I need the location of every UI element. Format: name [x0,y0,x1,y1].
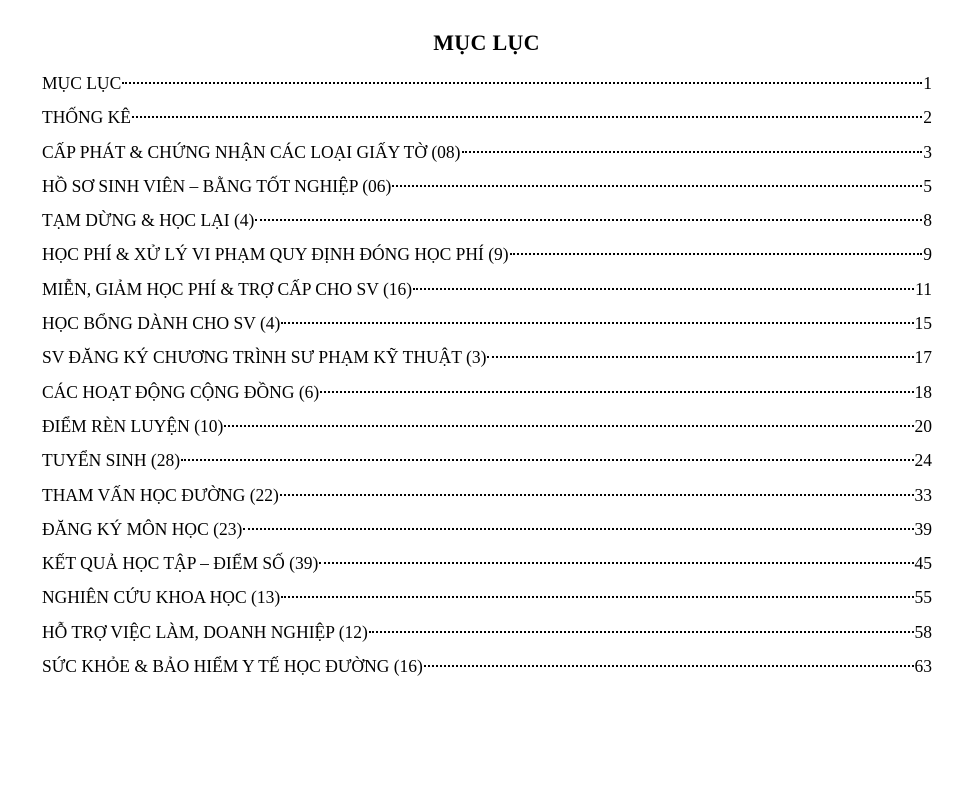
toc-entry-page: 18 [914,381,932,402]
toc-entry-label: TẠM DỪNG & HỌC LẠI (4) [42,210,255,231]
toc-dot-leader [462,151,923,153]
toc-entry-label: HỒ SƠ SINH VIÊN – BẰNG TỐT NGHIỆP (06) [42,175,392,196]
toc-entry[interactable] [42,66,932,100]
toc-entry[interactable] [42,375,932,409]
toc-entry[interactable] [42,203,932,237]
toc-entry-label: MỤC LỤC [42,73,122,93]
toc-dot-leader [369,631,914,633]
toc-entry-label: KẾT QUẢ HỌC TẬP – ĐIỂM SỐ (39) [42,553,319,574]
toc-dot-leader [281,596,913,598]
toc-entry-label: SỨC KHỎE & BẢO HIỂM Y TẾ HỌC ĐƯỜNG (16) [42,656,423,677]
toc-dot-leader [132,116,922,118]
toc-entry-label: HỌC PHÍ & XỬ LÝ VI PHẠM QUY ĐỊNH ĐÓNG HỌC PHÍ (9) [42,244,509,265]
toc-entry-page: 45 [914,553,932,574]
toc-entry[interactable] [42,340,932,374]
toc-entry-page: 58 [914,621,932,642]
toc-entry-page: 17 [914,347,932,368]
toc-entry-label: THỐNG KÊ [42,107,131,128]
toc-entry-label: CÁC HOẠT ĐỘNG CỘNG ĐỒNG (6) [42,381,320,402]
toc-entry-page: 33 [914,484,932,505]
toc-dot-leader [122,82,922,84]
toc-dot-leader [224,425,913,427]
toc-dot-leader [243,528,913,530]
toc-entry-page: 20 [914,415,932,436]
toc-dot-leader [392,185,922,187]
toc-entry-page: 1 [923,73,932,93]
toc-entry-label: ĐĂNG KÝ MÔN HỌC (23) [42,518,243,539]
toc-dot-leader [510,253,923,255]
toc-entry-label: MIỄN, GIẢM HỌC PHÍ & TRỢ CẤP CHO SV (16) [42,278,413,299]
toc-entry[interactable] [42,649,932,683]
toc-dot-leader [487,356,913,358]
toc-entry-label: HỌC BỔNG DÀNH CHO SV (4) [42,313,281,334]
toc-entry[interactable] [42,512,932,546]
toc-entry-page: 8 [923,210,932,231]
toc-dot-leader [181,459,913,461]
toc-entry-label: TUYỂN SINH (28) [42,450,181,471]
toc-entry-page: 63 [914,656,932,677]
toc-dot-leader [280,494,914,496]
toc-entry[interactable] [42,409,932,443]
toc-entry[interactable] [42,169,932,203]
toc-entry[interactable] [42,615,932,649]
toc-entry-label: NGHIÊN CỨU KHOA HỌC (13) [42,587,281,608]
toc-entry[interactable] [42,100,932,134]
toc-entry-label: THAM VẤN HỌC ĐƯỜNG (22) [42,484,279,505]
toc-entry-label: HỖ TRỢ VIỆC LÀM, DOANH NGHIỆP (12) [42,621,368,642]
toc-dot-leader [281,322,913,324]
toc-entry-page: 9 [923,244,932,265]
toc-dot-leader [320,391,913,393]
toc-entry-page: 2 [923,107,932,128]
toc-entry-page: 15 [914,313,932,334]
toc-entry-page: 55 [914,587,932,608]
toc-entry-page: 11 [915,278,932,299]
toc-dot-leader [424,665,914,667]
toc-entry[interactable] [42,580,932,614]
toc-entry[interactable] [42,135,932,169]
toc-entry[interactable] [42,306,932,340]
toc-entry[interactable] [42,546,932,580]
toc-dot-leader [255,219,922,221]
toc-entry-page: 3 [923,141,932,162]
toc-entry[interactable] [42,272,932,306]
toc-entry-page: 39 [914,518,932,539]
toc-dot-leader [413,288,914,290]
toc-heading: MỤC LỤC [433,30,540,55]
toc-entry[interactable] [42,478,932,512]
toc-entry-label: SV ĐĂNG KÝ CHƯƠNG TRÌNH SƯ PHẠM KỸ THUẬT (3) [42,347,487,368]
toc-entry-label: ĐIỂM RÈN LUYỆN (10) [42,415,224,436]
toc-entry-page: 5 [923,175,932,196]
toc-entry-page: 24 [914,450,932,471]
toc-list [42,66,932,683]
toc-entry[interactable] [42,443,932,477]
toc-entry[interactable] [42,237,932,271]
toc-dot-leader [319,562,913,564]
toc-entry-label: CẤP PHÁT & CHỨNG NHẬN CÁC LOẠI GIẤY TỜ (08) [42,141,461,162]
